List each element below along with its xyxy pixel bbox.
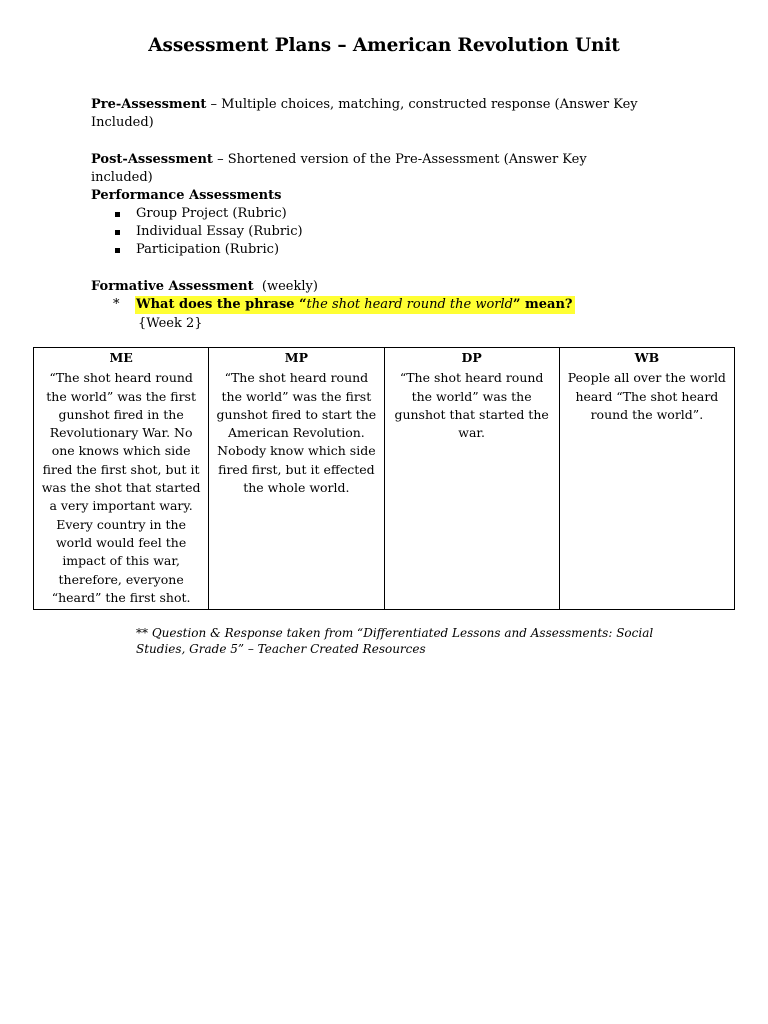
page-title: Assessment Plans – American Revolution Unit: [148, 35, 620, 56]
formative-frequency: (weekly): [261, 279, 318, 294]
post-assessment-section: [91, 151, 651, 187]
list-item: Group Project (Rubric): [91, 205, 651, 223]
table-cell: People all over the world heard “The shot heard round the world”.: [559, 369, 734, 609]
square-bullet-icon: [115, 230, 120, 235]
table-cell: “The shot heard round the world” was the first gunshot fired in the Revolutionary War. No one knows which side fired the first shot, but it was the shot that started a very important wary. Every country in the world would feel the impact of this war, therefore, everyone “heard” the first shot.: [34, 369, 209, 609]
list-item: Individual Essay (Rubric): [91, 223, 651, 241]
table-cell: “The shot heard round the world” was the first gunshot fired to start the American Revolution. Nobody know which side fired first, but it effected the whole world.: [209, 369, 384, 609]
performance-list: [91, 205, 651, 259]
table-row: [34, 369, 735, 609]
responses-table: [33, 347, 735, 610]
formative-question: What does the phrase “the shot heard round the world” mean?: [136, 297, 573, 312]
formative-section: [91, 278, 651, 333]
asterisk-icon: *: [113, 297, 120, 312]
question-phrase: the shot heard round the world: [306, 297, 513, 312]
week-label: {Week 2}: [138, 316, 203, 331]
column-header: ME: [34, 348, 209, 370]
pre-assessment-section: [91, 96, 651, 132]
post-assessment-text: – Shortened version of the Pre-Assessment (Answer Key included): [91, 152, 587, 185]
table-header-row: [34, 348, 735, 370]
square-bullet-icon: [115, 212, 120, 217]
table-cell: “The shot heard round the world” was the gunshot that started the war.: [384, 369, 559, 609]
list-item: Participation (Rubric): [91, 241, 651, 259]
performance-heading: Performance Assessments: [91, 188, 282, 203]
pre-assessment-label: Pre-Assessment: [91, 97, 207, 112]
footnote: ** Question & Response taken from “Differentiated Lessons and Assessments: Social Studies, Grade 5” – Teacher Created Resources: [136, 626, 654, 656]
pre-assessment-text: – Multiple choices, matching, constructed response (Answer Key Included): [91, 97, 638, 130]
formative-heading: Formative Assessment: [91, 279, 254, 294]
performance-section: [91, 187, 651, 259]
column-header: MP: [209, 348, 384, 370]
column-header: WB: [559, 348, 734, 370]
formative-question-line: [91, 296, 651, 315]
post-assessment-label: Post-Assessment: [91, 152, 213, 167]
week-line: [91, 315, 651, 333]
column-header: DP: [384, 348, 559, 370]
square-bullet-icon: [115, 248, 120, 253]
